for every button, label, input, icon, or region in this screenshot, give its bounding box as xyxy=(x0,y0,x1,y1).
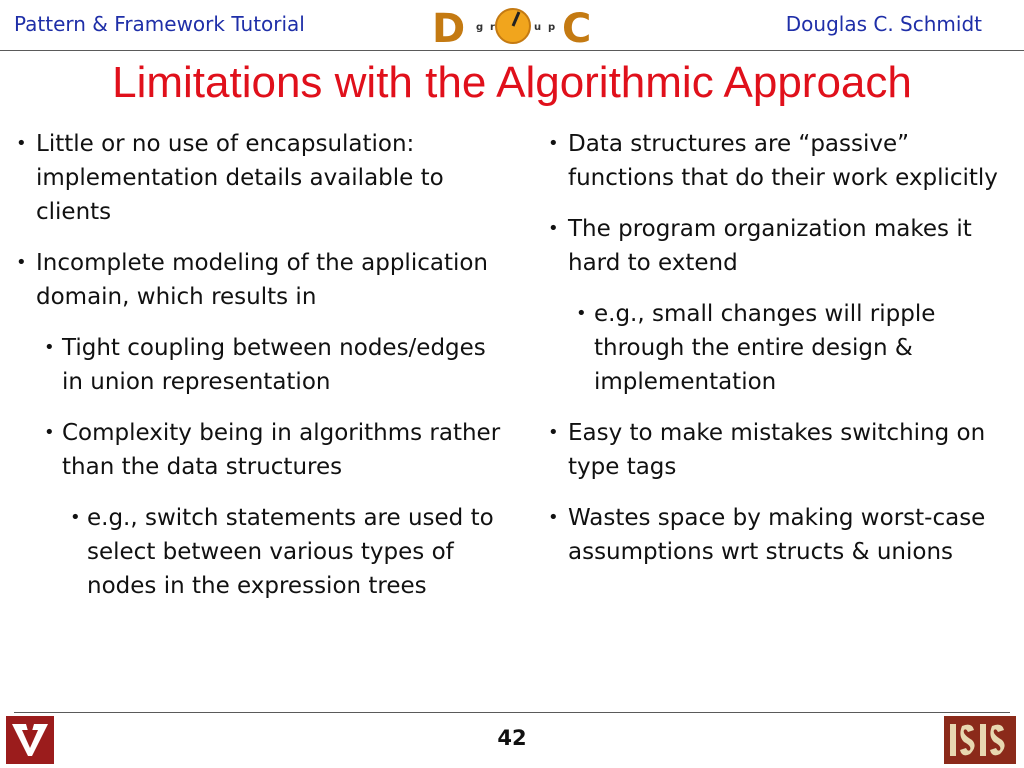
bullet-text: e.g., small changes will ripple through the entire design & implementation xyxy=(594,301,936,395)
bullet-icon: • xyxy=(16,133,27,154)
bullet-text: Incomplete modeling of the application domain, which results in xyxy=(36,250,489,310)
bullet-text: e.g., switch statements are used to select between various types of nodes in the expression trees xyxy=(87,505,494,599)
bullet-text: The program organization makes it hard to extend xyxy=(568,216,972,276)
bullet-item xyxy=(544,127,1014,195)
bullet-item xyxy=(12,331,502,399)
right-column xyxy=(544,127,1014,586)
header-divider xyxy=(0,50,1024,51)
bullet-item xyxy=(544,212,1014,280)
bullet-text: Data structures are “passive” functions that do their work explicitly xyxy=(568,131,998,191)
bullet-icon: • xyxy=(70,507,81,528)
bullet-icon: • xyxy=(16,252,27,273)
logo-letter-c: C xyxy=(562,6,592,50)
bullet-text: Wastes space by making worst-case assumptions wrt structs & unions xyxy=(568,505,986,565)
bullet-text: Tight coupling between nodes/edges in union representation xyxy=(62,335,486,395)
bullet-item xyxy=(544,501,1014,569)
bullet-text: Easy to make mistakes switching on type tags xyxy=(568,420,986,480)
logo-letter-r: r xyxy=(490,22,495,33)
footer-divider xyxy=(14,712,1010,713)
logo-letter-g: g xyxy=(476,22,484,33)
left-column xyxy=(12,127,502,620)
bullet-item xyxy=(544,297,1014,399)
bullet-item xyxy=(12,127,502,229)
bullet-icon: • xyxy=(44,422,55,443)
bullet-text: Little or no use of encapsulation: implementation details available to clients xyxy=(36,131,444,225)
logo-letter-d: D xyxy=(432,6,466,50)
bullet-text: Complexity being in algorithms rather than the data structures xyxy=(62,420,501,480)
bullet-icon: • xyxy=(548,507,559,528)
slide-title: Limitations with the Algorithmic Approach xyxy=(112,58,912,107)
bullet-icon: • xyxy=(548,133,559,154)
bullet-icon: • xyxy=(548,422,559,443)
bullet-item xyxy=(12,416,502,484)
bullet-item xyxy=(12,246,502,314)
bullet-icon: • xyxy=(548,218,559,239)
header-author: Douglas C. Schmidt xyxy=(785,12,982,36)
bullet-item xyxy=(12,501,502,603)
doc-group-logo xyxy=(428,2,598,50)
bullet-icon: • xyxy=(576,303,587,324)
bullet-icon: • xyxy=(44,337,55,358)
header-course-title: Pattern & Framework Tutorial xyxy=(14,12,305,36)
logo-letter-p: p xyxy=(548,22,556,33)
logo-letter-u: u xyxy=(534,22,542,33)
bullet-item xyxy=(544,416,1014,484)
page-number: 42 xyxy=(497,726,527,750)
isis-logo xyxy=(944,716,1016,764)
